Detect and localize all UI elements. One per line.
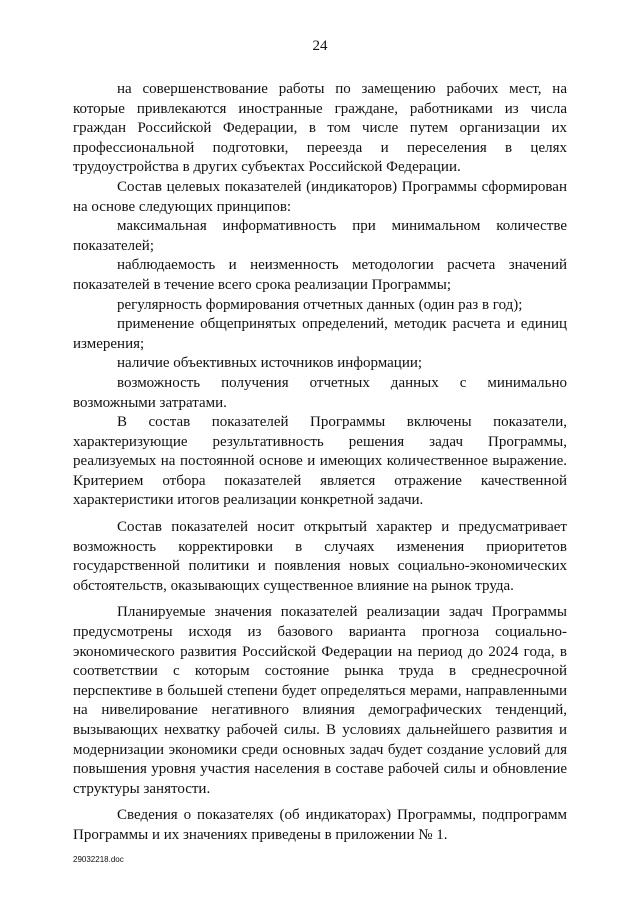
paragraph-4: наблюдаемость и неизменность методологии расчета значений показателей в течение всего срока реализации Программы; xyxy=(73,257,567,293)
paragraph-12: Сведения о показателях (об индикаторах) Программы, подпрограмм Программы и их значениях приведены в приложении № 1. xyxy=(73,807,567,843)
paragraph-11: Планируемые значения показателей реализации задач Программы предусмотрены исходя из базового варианта прогноза социально-экономического развития Российской Федерации на период до 2024 года, в соответствии с которым состояние рынка труда в среднесрочной перспективе в большей степени будет определяться мерами, направленными на нивелирование негативного влияния демографических тенденций, вызывающих нехватку рабочей силы. В условиях дальнейшего развития и модернизации экономики среди основных задач будет создание условий для повышения уровня участия населения в составе рабочей силы и обновление структуры занятости. xyxy=(73,604,567,797)
paragraph-2: Состав целевых показателей (индикаторов) Программы сформирован на основе следующих принципов: xyxy=(73,178,567,215)
paragraph-6: применение общепринятых определений, методик расчета и единиц измерения; xyxy=(73,316,567,352)
paragraph-7: наличие объективных источников информации; xyxy=(117,355,423,372)
paragraph-8: возможность получения отчетных данных с минимально возможными затратами. xyxy=(73,374,567,411)
paragraph-9: В состав показателей Программы включены показатели, характеризующие результативность решения задач Программы, реализуемых на постоянной основе и имеющих количественное выражение. Критерием отбора показателей является отражение качественной характеристики итогов реализации конкретной задачи. xyxy=(73,414,567,509)
page-number: 24 xyxy=(312,38,328,54)
document-body xyxy=(73,80,567,846)
document-filename: 29032218.doc xyxy=(73,855,124,864)
paragraph-10: Состав показателей носит открытый характер и предусматривает возможность корректировки в случаях изменения приоритетов государственной политики и появления новых социально-экономических обстоятельств, оказывающих существенное влияние на рынок труда. xyxy=(73,519,567,594)
paragraph-3: максимальная информативность при минимальном количестве показателей; xyxy=(73,218,567,254)
paragraph-5: регулярность формирования отчетных данных (один раз в год); xyxy=(117,296,523,313)
paragraph-1: на совершенствование работы по замещению рабочих мест, на которые привлекаются иностранные граждане, работниками из числа граждан Российской Федерации, в том числе путем организации их профессиональной подготовки, переезда и переселения в целях трудоустройства в других субъектах Российской Федерации. xyxy=(73,81,567,176)
